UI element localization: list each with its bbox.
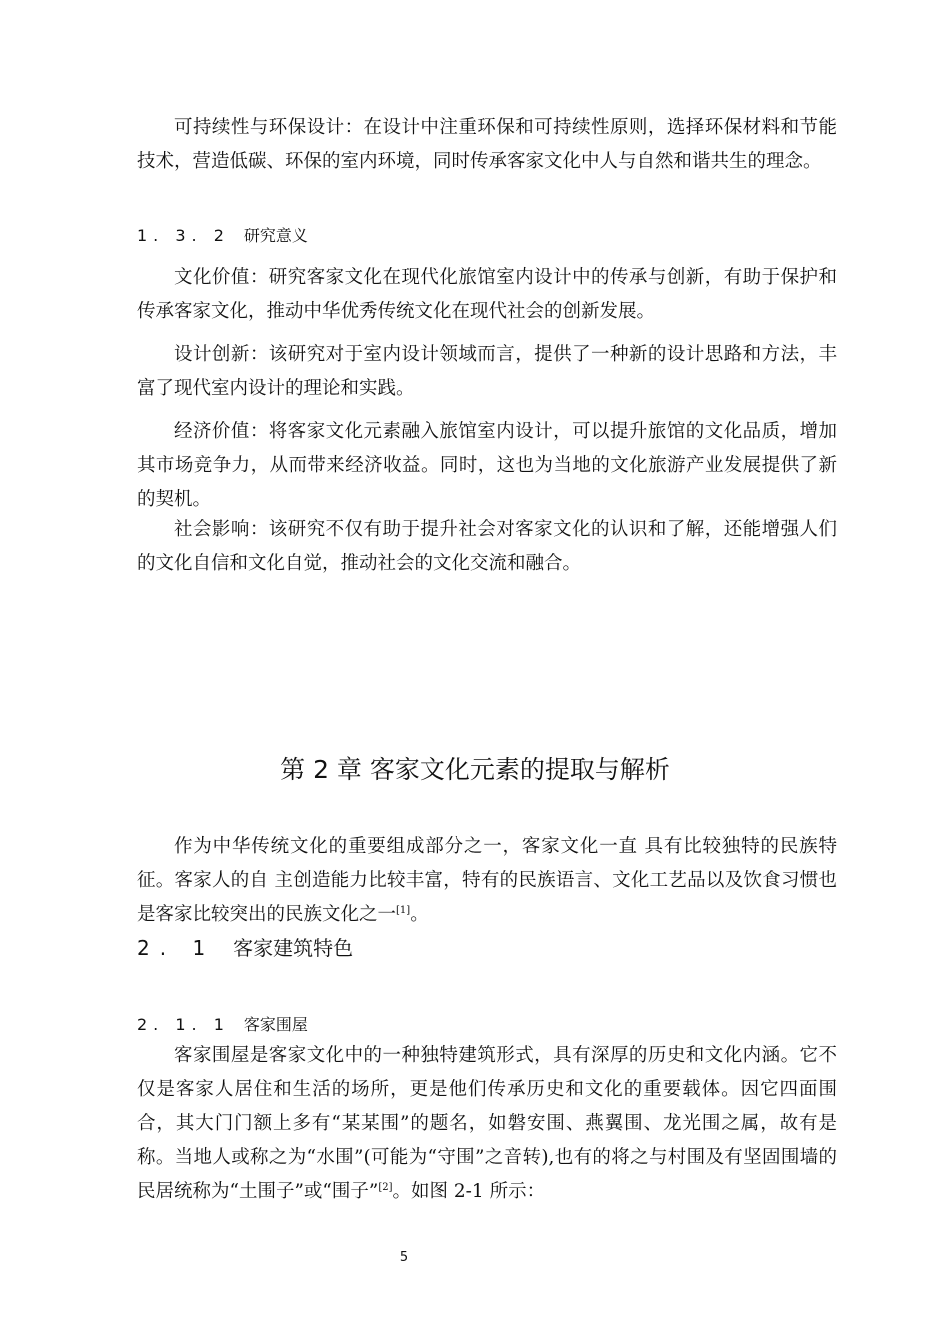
section-heading-2-1 [137,934,353,962]
paragraph-chapter-intro [137,830,837,932]
section-number: 2. 1 [137,936,216,960]
enclosure-text: 客家围屋是客家文化中的一种独特建筑形式，具有深厚的历史和文化内涵。它不仅是客家人居住和生活的场所，更是他们传承历史和文化的重要载体。因它四面围合，其大门门额上多有“某某围”的题名，如磐安围、燕翼围、龙光围之属，故有是称。当地人或称之为“水围”(可能为“守围”之音转),也有的将之与村围及有坚固围墙的民居统称为“土围子”或“围子” [137,1045,837,1202]
section-number: 1. 3. 2 [137,226,230,245]
section-title: 研究意义 [243,226,308,245]
section-title: 客家建筑特色 [233,936,354,960]
paragraph-cultural-value: 文化价值：研究客家文化在现代化旅馆室内设计中的传承与创新，有助于保护和传承客家文化，推动中华优秀传统文化在现代社会的创新发展。 [137,267,837,322]
intro-text: 作为中华传统文化的重要组成部分之一，客家文化一直 具有比较独特的民族特征。客家人的自 主创造能力比较丰富，特有的民族语言、文化工艺品以及饮食习惯也是客家比较突出的民族文化之一 [137,836,837,925]
section-title: 客家围屋 [243,1015,308,1034]
citation-1: [1] [396,904,411,916]
paragraph-hakka-enclosure [137,1039,837,1209]
section-number: 2. 1. 1 [137,1015,230,1034]
paragraph-economic-value: 经济价值：将客家文化元素融入旅馆室内设计，可以提升旅馆的文化品质，增加其市场竞争力，从而带来经济收益。同时，这也为当地的文化旅游产业发展提供了新的契机。 [137,421,837,510]
section-heading-1-3-2 [137,224,308,248]
page-number: 5 [399,1250,409,1265]
chapter-title: 第 2 章 客家文化元素的提取与解析 [280,755,670,784]
paragraph-sustainability: 可持续性与环保设计：在设计中注重环保和可持续性原则，选择环保材料和节能技术，营造低碳、环保的室内环境，同时传承客家文化中人与自然和谐共生的理念。 [137,117,837,172]
enclosure-end: 。如图 2-1 所示： [392,1181,546,1202]
paragraph-design-innovation: 设计创新：该研究对于室内设计领域而言，提供了一种新的设计思路和方法，丰富了现代室内设计的理论和实践。 [137,344,837,399]
intro-end: 。 [410,904,429,925]
paragraph-social-impact: 社会影响：该研究不仅有助于提升社会对客家文化的认识和了解，还能增强人们的文化自信和文化自觉，推动社会的文化交流和融合。 [137,519,837,574]
section-heading-2-1-1 [137,1013,308,1037]
citation-2: [2] [378,1181,393,1193]
